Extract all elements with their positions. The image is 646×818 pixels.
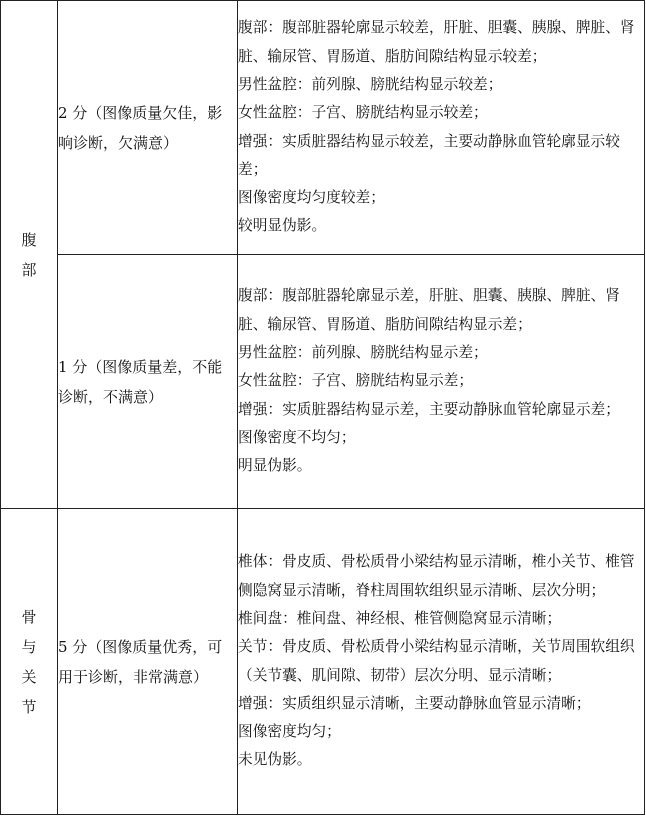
criteria-item: 女性盆腔：子宫、膀胱结构显示差； bbox=[238, 372, 474, 390]
criteria-item: 明显伪影。 bbox=[238, 457, 312, 475]
criteria-item: 腹部：腹部脏器轮廓显示较差，肝脏、胆囊、胰腺、脾脏、肾脏、输尿管、胃肠道、脂肪间隙结构显示较差； bbox=[238, 19, 635, 65]
grade-cell bbox=[58, 255, 238, 509]
criteria-cell bbox=[238, 509, 645, 815]
grade-cell bbox=[58, 509, 238, 815]
table-row bbox=[1, 509, 645, 815]
grade-cell bbox=[58, 1, 238, 255]
criteria-item: 男性盆腔：前列腺、膀胱结构显示较差； bbox=[238, 75, 503, 93]
table-row bbox=[1, 255, 645, 509]
criteria-item: 增强：实质脏器结构显示差，主要动静脉血管轮廓显示差； bbox=[238, 400, 620, 418]
criteria-item: 椎体：骨皮质、骨松质骨小梁结构显示清晰，椎小关节、椎管侧隐窝显示清晰，脊柱周围软组织显示清晰、层次分明； bbox=[238, 553, 635, 599]
criteria-cell bbox=[238, 255, 645, 509]
criteria-item: 女性盆腔：子宫、膀胱结构显示较差； bbox=[238, 104, 488, 122]
category-label-bone-joint: 骨与关节 bbox=[21, 607, 37, 716]
criteria-cell bbox=[238, 1, 645, 255]
criteria-item: 椎间盘：椎间盘、神经根、椎管侧隐窝显示清晰； bbox=[238, 609, 562, 627]
criteria-item: 关节：骨皮质、骨松质骨小梁结构显示清晰，关节周围软组织（关节囊、肌间隙、韧带）层次分明、显示清晰； bbox=[238, 638, 635, 684]
criteria-item: 男性盆腔：前列腺、膀胱结构显示差； bbox=[238, 344, 488, 362]
grade-label: 2 分（图像质量欠佳，影响诊断，欠满意） bbox=[58, 103, 223, 152]
table-row bbox=[1, 1, 645, 255]
category-label-abdomen: 腹部 bbox=[21, 230, 37, 279]
grade-label: 1 分（图像质量差，不能诊断，不满意） bbox=[58, 357, 223, 406]
category-cell-bone-joint bbox=[1, 509, 58, 815]
grade-label: 5 分（图像质量优秀，可用于诊断，非常满意） bbox=[58, 637, 223, 686]
criteria-item: 未见伪影。 bbox=[238, 751, 312, 769]
criteria-item: 图像密度不均匀； bbox=[238, 428, 356, 446]
criteria-item: 图像密度均匀； bbox=[238, 723, 341, 741]
criteria-item: 较明显伪影。 bbox=[238, 217, 327, 235]
criteria-item: 增强：实质脏器结构显示较差，主要动静脉血管轮廓显示较差； bbox=[238, 132, 620, 178]
criteria-list bbox=[238, 548, 644, 774]
criteria-list bbox=[238, 282, 644, 480]
category-cell-abdomen bbox=[1, 1, 58, 509]
criteria-list bbox=[238, 14, 644, 240]
criteria-item: 图像密度均匀度较差； bbox=[238, 189, 385, 207]
criteria-item: 增强：实质组织显示清晰，主要动静脉血管显示清晰； bbox=[238, 694, 591, 712]
criteria-item: 腹部：腹部脏器轮廓显示差，肝脏、胆囊、胰腺、脾脏、肾脏、输尿管、胃肠道、脂肪间隙结构显示差； bbox=[238, 287, 620, 333]
